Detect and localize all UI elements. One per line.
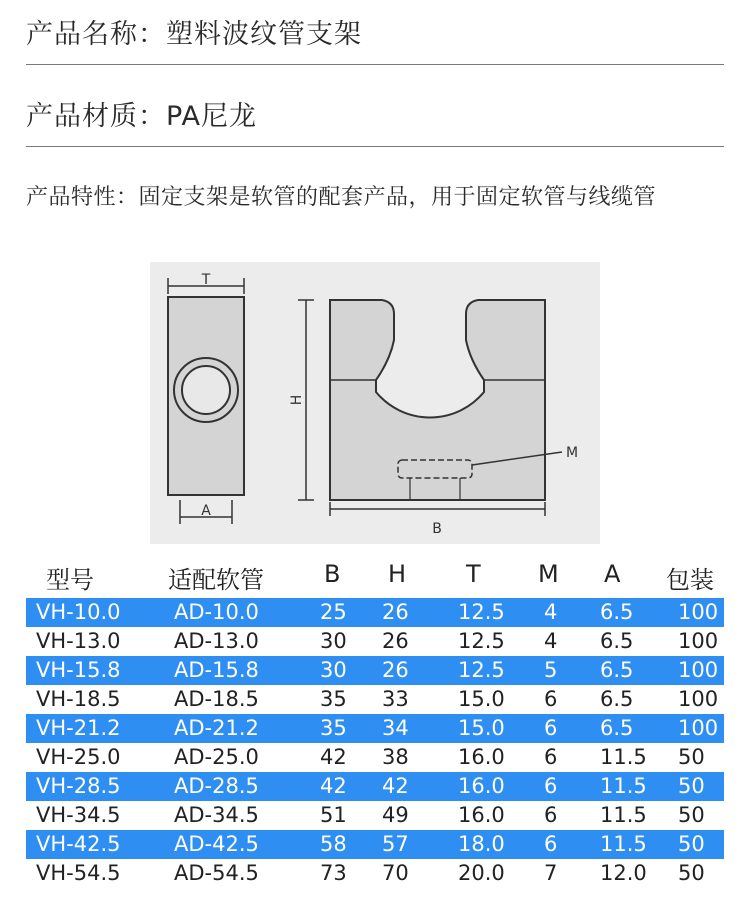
divider <box>26 64 724 65</box>
table-row <box>26 656 724 685</box>
cell-m: 6 <box>544 774 558 798</box>
cell-b: 42 <box>320 774 347 798</box>
table-row <box>26 627 724 656</box>
cell-hose: AD-10.0 <box>174 600 259 624</box>
cell-a: 11.5 <box>600 832 647 856</box>
cell-h: 49 <box>382 803 409 827</box>
cell-t: 12.5 <box>458 600 505 624</box>
table-row <box>26 685 724 714</box>
header-pack: 包装 <box>666 566 714 594</box>
cell-hose: AD-13.0 <box>174 629 259 653</box>
divider <box>26 146 724 147</box>
cell-a: 6.5 <box>600 658 634 682</box>
cell-m: 4 <box>544 600 558 624</box>
cell-model: VH-10.0 <box>36 600 121 624</box>
header-b: B <box>324 560 341 588</box>
cell-m: 6 <box>544 803 558 827</box>
cell-b: 35 <box>320 716 347 740</box>
cell-pack: 100 <box>678 687 719 711</box>
cell-m: 7 <box>544 861 558 885</box>
cell-h: 57 <box>382 832 409 856</box>
cell-model: VH-13.0 <box>36 629 121 653</box>
cell-hose: AD-54.5 <box>174 861 259 885</box>
header-model: 型号 <box>46 566 94 594</box>
cell-pack: 50 <box>678 803 705 827</box>
header-m: M <box>538 560 559 588</box>
cell-b: 25 <box>320 600 347 624</box>
cell-b: 58 <box>320 832 347 856</box>
table-header <box>26 558 724 598</box>
cell-a: 12.0 <box>600 861 647 885</box>
cell-b: 30 <box>320 629 347 653</box>
cell-m: 6 <box>544 716 558 740</box>
cell-t: 16.0 <box>458 745 505 769</box>
label-b: B <box>432 521 442 537</box>
cell-m: 6 <box>544 832 558 856</box>
cell-hose: AD-25.0 <box>174 745 259 769</box>
label-t: T <box>201 272 211 288</box>
cell-hose: AD-34.5 <box>174 803 259 827</box>
cell-m: 6 <box>544 745 558 769</box>
cell-a: 6.5 <box>600 687 634 711</box>
product-name-line: 产品名称：塑料波纹管支架 <box>26 19 362 50</box>
bracket-drawing <box>150 262 600 544</box>
cell-pack: 100 <box>678 658 719 682</box>
cell-h: 26 <box>382 629 409 653</box>
cell-a: 6.5 <box>600 629 634 653</box>
table-row <box>26 830 724 859</box>
cell-model: VH-18.5 <box>36 687 121 711</box>
cell-h: 70 <box>382 861 409 885</box>
cell-a: 11.5 <box>600 803 647 827</box>
cell-pack: 50 <box>678 774 705 798</box>
cell-t: 12.5 <box>458 658 505 682</box>
cell-a: 6.5 <box>600 716 634 740</box>
cell-pack: 50 <box>678 861 705 885</box>
cell-h: 26 <box>382 600 409 624</box>
cell-model: VH-34.5 <box>36 803 121 827</box>
dimension-diagram <box>150 262 600 544</box>
cell-model: VH-28.5 <box>36 774 121 798</box>
cell-hose: AD-42.5 <box>174 832 259 856</box>
cell-t: 15.0 <box>458 716 505 740</box>
header-hose: 适配软管 <box>168 566 264 594</box>
cell-pack: 50 <box>678 832 705 856</box>
cell-m: 4 <box>544 629 558 653</box>
cell-b: 73 <box>320 861 347 885</box>
table-row <box>26 714 724 743</box>
label-m: M <box>565 445 579 461</box>
cell-hose: AD-28.5 <box>174 774 259 798</box>
cell-h: 33 <box>382 687 409 711</box>
header-a: A <box>604 560 621 588</box>
cell-t: 15.0 <box>458 687 505 711</box>
cell-hose: AD-21.2 <box>174 716 259 740</box>
cell-model: VH-15.8 <box>36 658 121 682</box>
header-t: T <box>466 560 481 588</box>
cell-b: 35 <box>320 687 347 711</box>
cell-model: VH-21.2 <box>36 716 121 740</box>
cell-h: 42 <box>382 774 409 798</box>
cell-pack: 100 <box>678 716 719 740</box>
cell-b: 30 <box>320 658 347 682</box>
product-material-line: 产品材质：PA尼龙 <box>26 101 258 132</box>
cell-t: 16.0 <box>458 803 505 827</box>
cell-model: VH-25.0 <box>36 745 121 769</box>
table-row <box>26 743 724 772</box>
cell-h: 26 <box>382 658 409 682</box>
spec-table <box>26 558 724 888</box>
cell-a: 6.5 <box>600 600 634 624</box>
cell-pack: 100 <box>678 600 719 624</box>
cell-h: 34 <box>382 716 409 740</box>
cell-pack: 100 <box>678 629 719 653</box>
cell-a: 11.5 <box>600 774 647 798</box>
table-row <box>26 772 724 801</box>
label-a: A <box>201 503 211 519</box>
cell-a: 11.5 <box>600 745 647 769</box>
cell-m: 6 <box>544 687 558 711</box>
cell-hose: AD-18.5 <box>174 687 259 711</box>
product-feature-line: 产品特性：固定支架是软管的配套产品，用于固定软管与线缆管 <box>26 185 657 210</box>
header-h: H <box>388 560 407 588</box>
cell-t: 12.5 <box>458 629 505 653</box>
cell-t: 18.0 <box>458 832 505 856</box>
cell-t: 20.0 <box>458 861 505 885</box>
table-row <box>26 859 724 888</box>
cell-h: 38 <box>382 745 409 769</box>
cell-t: 16.0 <box>458 774 505 798</box>
cell-b: 42 <box>320 745 347 769</box>
label-h: H <box>289 394 305 406</box>
cell-hose: AD-15.8 <box>174 658 259 682</box>
cell-model: VH-42.5 <box>36 832 121 856</box>
cell-b: 51 <box>320 803 347 827</box>
cell-model: VH-54.5 <box>36 861 121 885</box>
table-row <box>26 598 724 627</box>
table-row <box>26 801 724 830</box>
cell-m: 5 <box>544 658 558 682</box>
cell-pack: 50 <box>678 745 705 769</box>
